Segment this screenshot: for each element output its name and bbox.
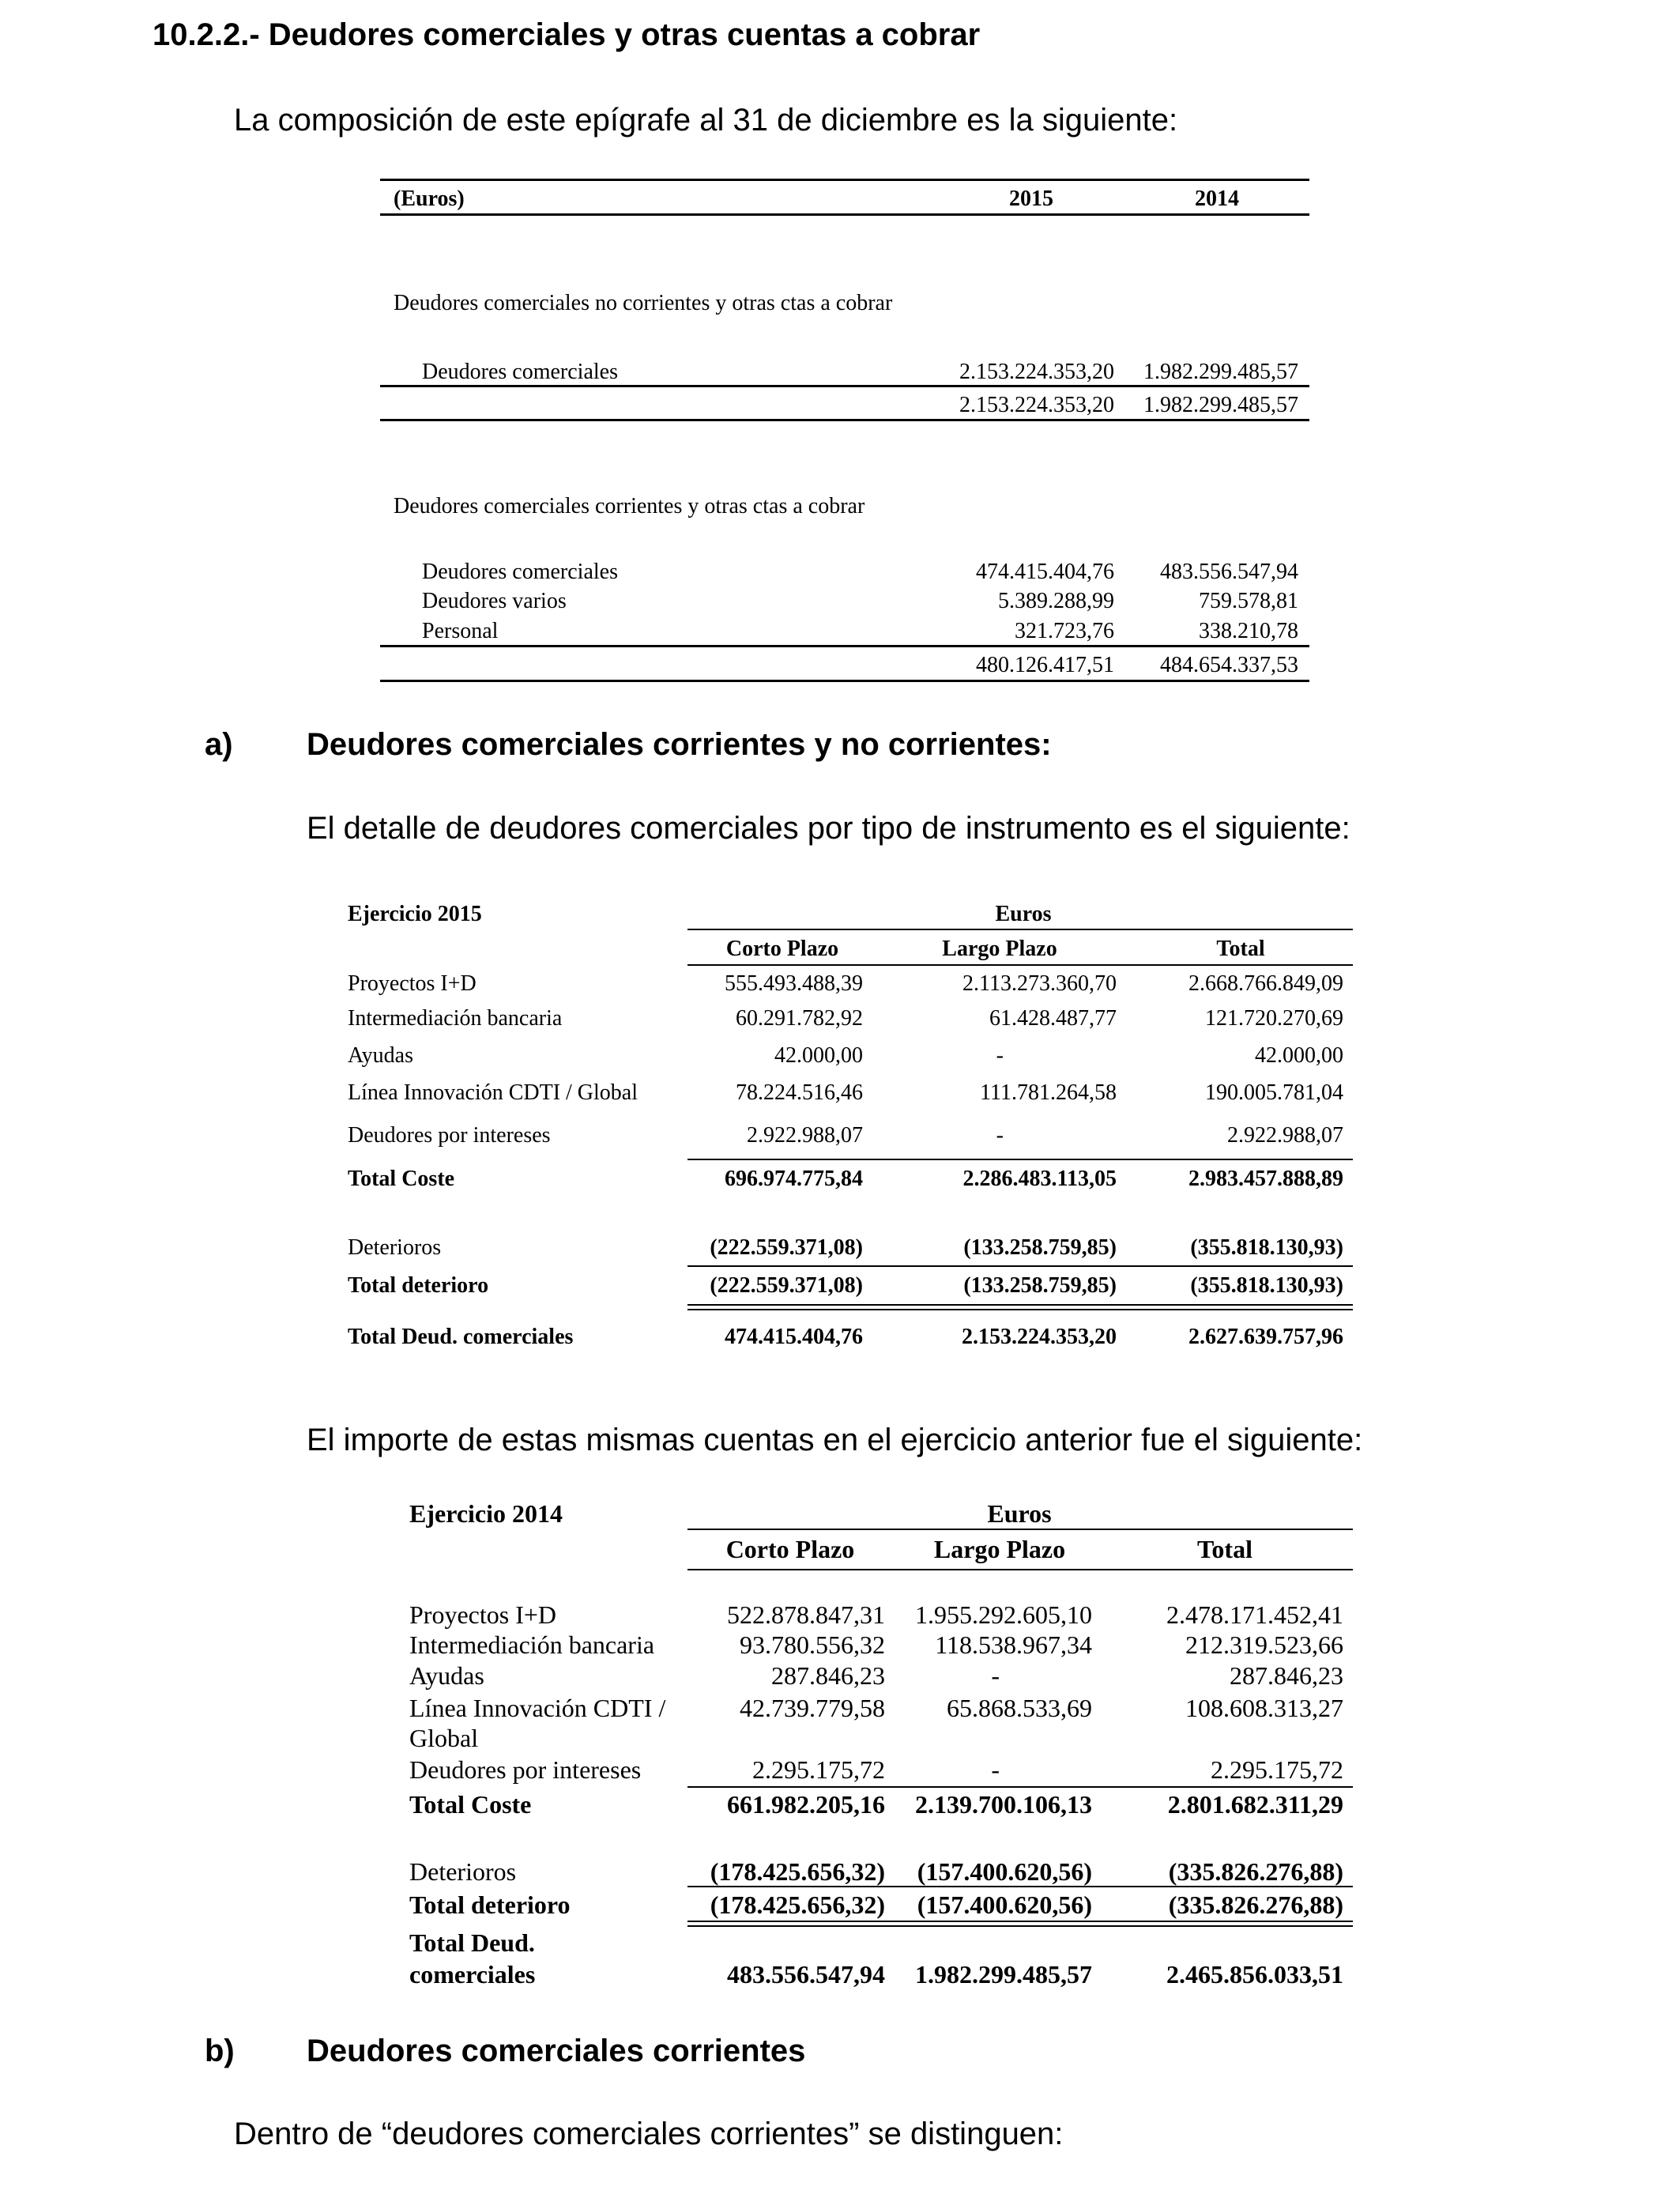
table2-title: Ejercicio 2015 [348,902,482,926]
table3-total-deud-label-continued: comerciales [409,1960,536,1989]
table3-row-label: Deudores por intereses [409,1755,642,1784]
section-heading: 10.2.2.- Deudores comerciales y otras cuentas a cobrar [153,17,981,52]
table1-row-value-2014: 338.210,78 [1199,619,1298,643]
section-a-letter: a) [205,727,233,762]
table2-row-label: Ayudas [348,1043,413,1068]
table2-total-deud-lp: 2.153.224.353,20 [962,1325,1117,1349]
table3-total-deterioro-lp: (157.400.620,56) [917,1891,1092,1919]
table2-total-coste-total: 2.983.457.888,89 [1188,1167,1343,1191]
table3-total-coste-lp: 2.139.700.106,13 [915,1790,1092,1819]
table3-row-label-continued: Global [409,1724,479,1752]
table3-row-label: Línea Innovación CDTI / [409,1694,666,1722]
table1-row-value-2014: 759.578,81 [1199,589,1298,613]
section-a-paragraph: El detalle de deudores comerciales por tipo de instrumento es el siguiente: [307,811,1350,846]
table3-row-cp: 42.739.779,58 [740,1694,885,1722]
table2-total-deud-cp: 474.415.404,76 [725,1325,863,1349]
table2-row-lp: 2.113.273.360,70 [962,971,1117,996]
table2-total-deterioro-label: Total deterioro [348,1273,489,1298]
table1-group2-title: Deudores comerciales corrientes y otras ctas a cobrar [394,494,865,518]
table2-row-lp: - [996,1043,1004,1068]
table1-year-2014: 2014 [1195,187,1239,211]
table3-total-coste-cp: 661.982.205,16 [727,1790,885,1819]
table2-total-deud-total: 2.627.639.757,96 [1188,1325,1343,1349]
table1-group1-total-2015: 2.153.224.353,20 [959,393,1114,417]
table3-row-label: Ayudas [409,1661,484,1690]
table3-row-lp: 65.868.533,69 [947,1694,1092,1722]
table2-col-largo-plazo: Largo Plazo [942,937,1057,961]
table1-row-label: Deudores varios [422,589,567,613]
table2-row-total: 2.668.766.849,09 [1188,971,1343,996]
table2-deterioros-lp: (133.258.759,85) [963,1235,1117,1260]
table2-total-deud-label: Total Deud. comerciales [348,1325,574,1349]
table3-total-deud-total: 2.465.856.033,51 [1166,1960,1343,1989]
table3-deterioros-total: (335.826.276,88) [1168,1857,1343,1886]
table1-year-2015: 2015 [1009,187,1053,211]
table3-col-total: Total [1197,1535,1252,1563]
table2-deterioros-label: Deterioros [348,1235,442,1260]
table3-total-deud-lp: 1.982.299.485,57 [915,1960,1092,1989]
table2-total-deterioro-cp: (222.559.371,08) [710,1273,863,1298]
table2-row-cp: 555.493.488,39 [725,971,863,996]
table2-deterioros-total: (355.818.130,93) [1190,1235,1343,1260]
section-b-title: Deudores comerciales corrientes [307,2034,806,2068]
table2-total-coste-cp: 696.974.775,84 [725,1167,863,1191]
paragraph-2014: El importe de estas mismas cuentas en el ejercicio anterior fue el siguiente: [307,1423,1363,1457]
table3-title: Ejercicio 2014 [409,1499,563,1528]
table3-row-cp: 93.780.556,32 [740,1630,885,1659]
table1-group1-title: Deudores comerciales no corrientes y otras ctas a cobrar [394,291,893,315]
table2-row-label: Proyectos I+D [348,971,477,996]
table2-row-total: 190.005.781,04 [1205,1080,1343,1105]
table2-row-lp: - [996,1123,1004,1148]
table3-row-total: 2.478.171.452,41 [1166,1600,1343,1629]
table2-row-lp: 61.428.487,77 [989,1006,1117,1031]
table1-row-value-2015: 2.153.224.353,20 [959,360,1114,384]
table3-row-total: 287.846,23 [1230,1661,1343,1690]
table3-row-total: 212.319.523,66 [1185,1630,1343,1659]
table2-row-label: Intermediación bancaria [348,1006,563,1031]
table3-row-total: 2.295.175,72 [1211,1755,1343,1784]
table2-col-total: Total [1216,937,1265,961]
section-b-paragraph: Dentro de “deudores comerciales corrientes” se distinguen: [234,2117,1064,2151]
table1-row-value-2015: 5.389.288,99 [998,589,1114,613]
table1-row-value-2015: 321.723,76 [1015,619,1114,643]
table2-row-total: 2.922.988,07 [1227,1123,1343,1148]
table3-row-cp: 522.878.847,31 [727,1600,885,1629]
table3-row-lp: 118.538.967,34 [935,1630,1092,1659]
table3-row-cp: 2.295.175,72 [752,1755,885,1784]
table3-row-label: Proyectos I+D [409,1600,557,1629]
table2-row-total: 42.000,00 [1255,1043,1343,1068]
table3-row-cp: 287.846,23 [771,1661,885,1690]
table2-row-lp: 111.781.264,58 [980,1080,1117,1105]
table1-row-value-2015: 474.415.404,76 [976,560,1114,584]
table1-group2-total-2015: 480.126.417,51 [976,653,1114,677]
table3-total-deterioro-label: Total deterioro [409,1891,571,1919]
table3-total-deterioro-cp: (178.425.656,32) [710,1891,885,1919]
table3-deterioros-cp: (178.425.656,32) [710,1857,885,1886]
table2-total-coste-lp: 2.286.483.113,05 [962,1167,1117,1191]
table1-row-label: Personal [422,619,499,643]
table2-total-deterioro-total: (355.818.130,93) [1190,1273,1343,1298]
table2-total-coste-label: Total Coste [348,1167,455,1191]
table3-row-total: 108.608.313,27 [1185,1694,1343,1722]
table3-row-lp: - [991,1661,1000,1690]
table3-total-deud-cp: 483.556.547,94 [727,1960,885,1989]
table2-deterioros-cp: (222.559.371,08) [710,1235,863,1260]
table3-euros-header: Euros [987,1499,1052,1528]
table2-row-cp: 42.000,00 [774,1043,863,1068]
table2-total-deterioro-lp: (133.258.759,85) [963,1273,1117,1298]
table1-row-label: Deudores comerciales [422,560,618,584]
table3-total-coste-label: Total Coste [409,1790,532,1819]
table2-col-corto-plazo: Corto Plazo [725,937,839,961]
table2-euros-header: Euros [995,902,1052,926]
table2-row-total: 121.720.270,69 [1205,1006,1343,1031]
table2-row-cp: 60.291.782,92 [736,1006,863,1031]
section-b-letter: b) [205,2034,235,2068]
table1-row-label: Deudores comerciales [422,360,618,384]
table3-row-label: Intermediación bancaria [409,1630,655,1659]
table1-group1-total-2014: 1.982.299.485,57 [1143,393,1298,417]
section-a-title: Deudores comerciales corrientes y no corrientes: [307,727,1052,762]
table3-deterioros-lp: (157.400.620,56) [917,1857,1092,1886]
intro-paragraph: La composición de este epígrafe al 31 de diciembre es la siguiente: [234,103,1178,138]
table1-row-value-2014: 1.982.299.485,57 [1143,360,1298,384]
table3-deterioros-label: Deterioros [409,1857,517,1886]
table3-total-coste-total: 2.801.682.311,29 [1167,1790,1343,1819]
table1-group2-total-2014: 484.654.337,53 [1160,653,1298,677]
table2-row-cp: 78.224.516,46 [736,1080,863,1105]
table1-col-label: (Euros) [394,187,465,211]
table2-row-label: Línea Innovación CDTI / Global [348,1080,638,1105]
table3-col-corto-plazo: Corto Plazo [725,1535,855,1563]
table3-row-lp: - [991,1755,1000,1784]
table3-total-deterioro-total: (335.826.276,88) [1168,1891,1343,1919]
table3-total-deud-label: Total Deud. [409,1928,535,1957]
table3-col-largo-plazo: Largo Plazo [933,1535,1066,1563]
table2-row-label: Deudores por intereses [348,1123,551,1148]
table1-row-value-2014: 483.556.547,94 [1160,560,1298,584]
table2-row-cp: 2.922.988,07 [747,1123,863,1148]
table3-row-lp: 1.955.292.605,10 [915,1600,1092,1629]
